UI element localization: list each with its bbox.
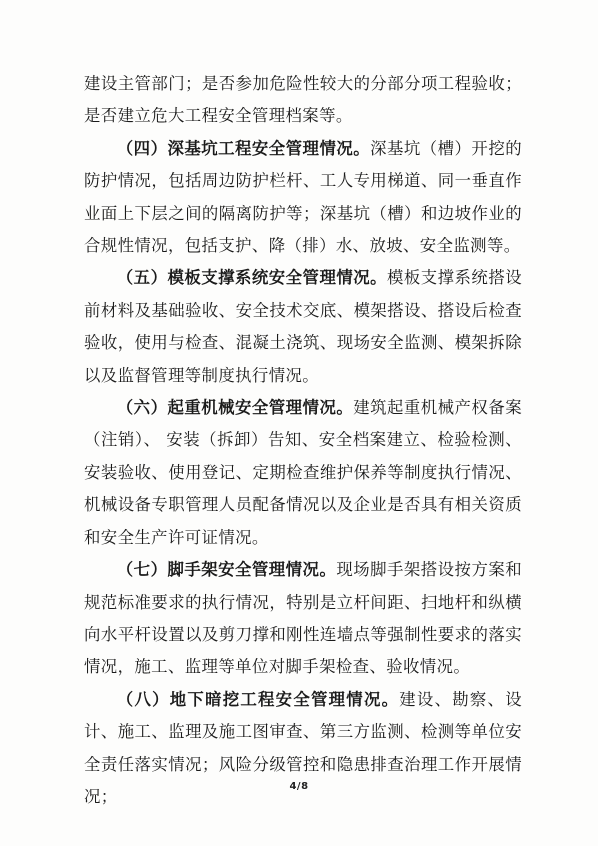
- paragraph-body: 建筑起重机械产权备案（注销）、 安装（拆卸）告知、安全档案建立、检验检测、安装验收、使用登记、定期检查维护保养等制度执行情况、机械设备专职管理人员配备情况以及企业是否具有相关资质和安全生产许可证情况。: [84, 398, 522, 547]
- page-number: 4/8: [289, 781, 309, 792]
- paragraph-body: 建设主管部门；是否参加危险性较大的分部分项工程验收；是否建立危大工程安全管理档案等。: [84, 74, 522, 126]
- paragraph-heading: （四）深基坑工程安全管理情况。: [116, 138, 371, 158]
- paragraph-scaffolding: [84, 554, 522, 684]
- paragraph-body: 现场脚手架搭设按方案和规范标准要求的执行情况，特别是立杆间距、扫地杆和纵横向水平杆设置以及剪刀撑和刚性连墙点等强制性要求的落实情况，施工、监理等单位对脚手架检查、验收情况。: [84, 560, 523, 677]
- paragraph-body: 深基坑（槽）开挖的防护情况，包括周边防护栏杆、工人专用梯道、同一垂直作业面上下层之间的隔离防护等；深基坑（槽）和边坡作业的合规性情况，包括支护、降（排）水、放坡、安全监测等。: [84, 138, 522, 256]
- document-body: [84, 68, 522, 813]
- paragraph-formwork-support: [84, 262, 522, 392]
- paragraph-heading: （六）起重机械安全管理情况。: [116, 398, 354, 418]
- paragraph-heading: （五）模板支撑系统安全管理情况。: [116, 268, 387, 288]
- paragraph-body: 模板支撑系统搭设前材料及基础验收、安全技术交底、模架搭设、搭设后检查验收，使用与检查、混凝土浇筑、现场安全监测、模架拆除以及监督管理等制度执行情况。: [84, 268, 522, 385]
- paragraph-body: 建设、勘察、设计、施工、监理及施工图审查、第三方监测、检测等单位安全责任落实情况；风险分级管控和隐患排查治理工作开展情况；: [84, 689, 522, 806]
- paragraph-heading: （八）地下暗挖工程安全管理情况。: [116, 689, 400, 709]
- paragraph-underground-excavation: [84, 684, 522, 814]
- paragraph-lifting-machinery: [84, 392, 522, 554]
- paragraph-heading: （七）脚手架安全管理情况。: [116, 560, 337, 580]
- paragraph-continuation: [84, 68, 522, 133]
- paragraph-deep-foundation-pit: [84, 133, 522, 263]
